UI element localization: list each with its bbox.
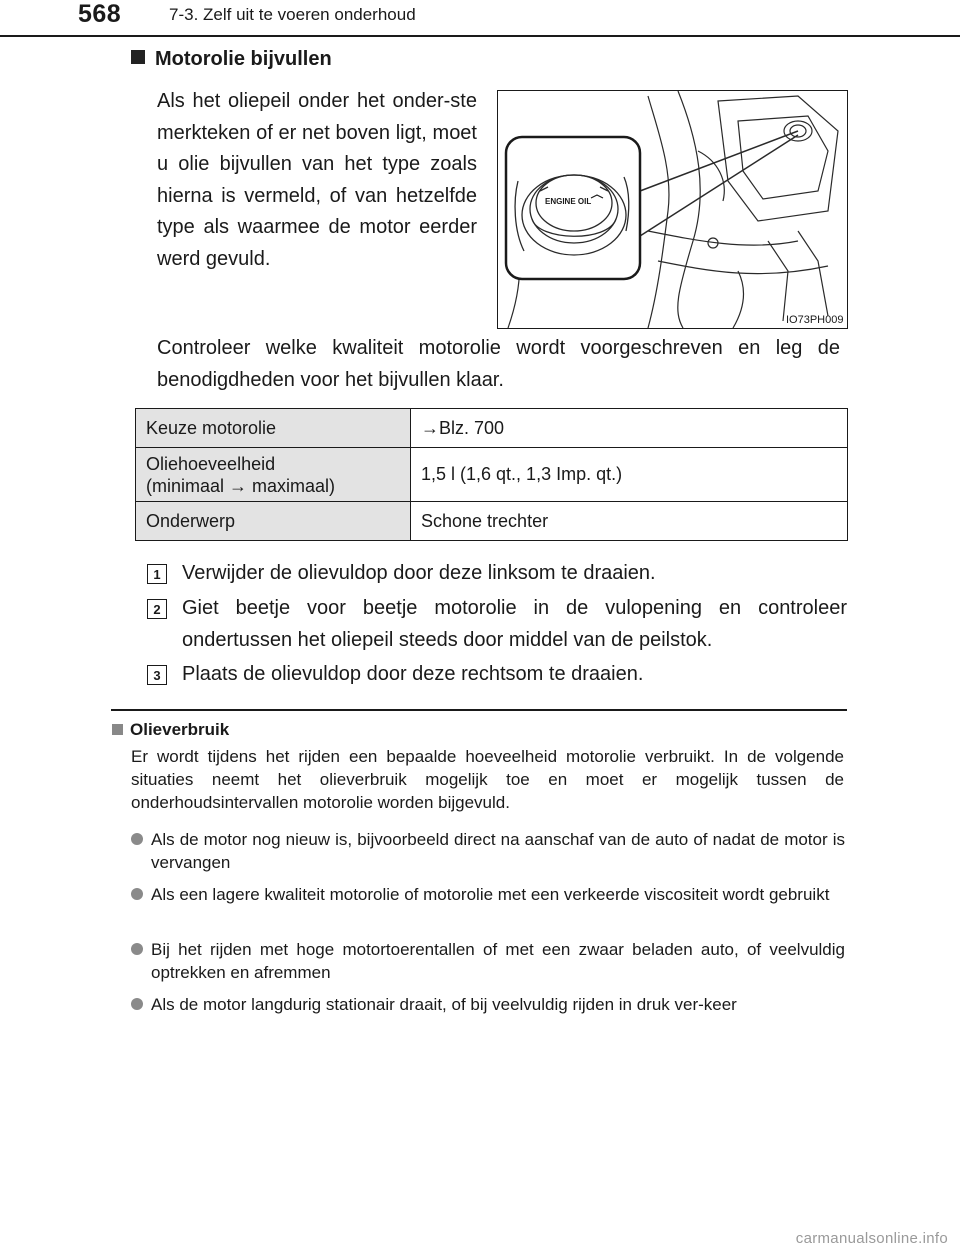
table-value-item: Schone trechter bbox=[411, 502, 848, 541]
table-label-item: Onderwerp bbox=[136, 502, 411, 541]
table-row bbox=[136, 448, 848, 502]
bullet-dot-icon bbox=[131, 943, 143, 955]
square-bullet-icon bbox=[112, 724, 123, 735]
consumption-heading bbox=[112, 720, 229, 740]
list-item bbox=[131, 828, 845, 874]
engine-bay-drawing bbox=[498, 91, 847, 328]
bullet-text: Als de motor nog nieuw is, bijvoorbeeld direct na aanschaf van de auto of nadat de motor is vervangen bbox=[151, 830, 845, 872]
section-heading bbox=[131, 48, 332, 71]
header-rule bbox=[0, 35, 960, 37]
bullet-text: Als de motor langdurig stationair draait, of bij veelvuldig rijden in druk ver-keer bbox=[151, 995, 737, 1014]
step-2 bbox=[147, 593, 847, 657]
table-label-line: (minimaal → maximaal) bbox=[146, 475, 336, 496]
bullet-dot-icon bbox=[131, 888, 143, 900]
table-value-oil-quantity: 1,5 l (1,6 qt., 1,3 Imp. qt.) bbox=[411, 448, 848, 502]
page-number: 568 bbox=[78, 0, 122, 28]
table-label-line: Oliehoeveelheid bbox=[146, 453, 276, 474]
step-1 bbox=[147, 558, 847, 590]
table-row bbox=[136, 502, 848, 541]
step-3 bbox=[147, 659, 847, 691]
list-item bbox=[131, 938, 845, 984]
bullet-text: Als een lagere kwaliteit motorolie of motorolie met een verkeerde viscositeit wordt gebruikt bbox=[151, 885, 830, 904]
table-label-oil-quantity bbox=[136, 448, 411, 502]
step-number-badge: 3 bbox=[147, 665, 167, 685]
bullet-dot-icon bbox=[131, 998, 143, 1010]
square-bullet-icon bbox=[131, 50, 145, 64]
bullet-dot-icon bbox=[131, 833, 143, 845]
table-value-oil-choice: →Blz. 700 bbox=[411, 409, 848, 448]
consumption-intro: Er wordt tijdens het rijden een bepaalde hoeveelheid motorolie verbruikt. In de volgende situaties neemt het olieverbruik mogelijk toe en moet er mogelijk tussen de onderhoudsintervallen motorolie worden bijgevuld. bbox=[131, 747, 844, 812]
step-number-badge: 1 bbox=[147, 564, 167, 584]
step-number-badge: 2 bbox=[147, 599, 167, 619]
consumption-title: Olieverbruik bbox=[130, 720, 230, 739]
section-divider bbox=[111, 709, 847, 711]
prepare-text: Controleer welke kwaliteit motorolie wordt voorgeschreven en leg de benodigdheden voor het bijvullen klaar. bbox=[157, 337, 840, 391]
section-title: Motorolie bijvullen bbox=[155, 48, 332, 70]
intro-text: Als het oliepeil onder het onder-ste merkteken of er net boven ligt, moet u olie bijvullen van het type zoals hierna is vermeld, of van hetzelfde type als waarmee de motor eerder werd gevuld. bbox=[157, 90, 477, 270]
list-item bbox=[131, 883, 845, 929]
oil-info-table bbox=[135, 408, 848, 541]
engine-oil-cap-illustration bbox=[497, 90, 848, 329]
bullet-text: Bij het rijden met hoge motortoerentallen of met een zwaar beladen auto, of veelvuldig optrekken en afremmen bbox=[151, 940, 845, 982]
cap-label-text: ENGINE OIL bbox=[545, 197, 592, 206]
figure-code: IO73PH009 bbox=[786, 314, 844, 326]
chapter-title: 7-3. Zelf uit te voeren onderhoud bbox=[169, 5, 416, 24]
table-row bbox=[136, 409, 848, 448]
step-text: Plaats de olievuldop door deze rechtsom te draaien. bbox=[182, 663, 644, 685]
step-text: Giet beetje voor beetje motorolie in de vulopening en controleer ondertussen het oliepeil steeds door middel van de peilstok. bbox=[182, 597, 847, 651]
table-label-oil-choice: Keuze motorolie bbox=[136, 409, 411, 448]
step-text: Verwijder de olievuldop door deze linksom te draaien. bbox=[182, 562, 656, 584]
list-item bbox=[131, 993, 845, 1039]
watermark: carmanualsonline.info bbox=[795, 1230, 948, 1247]
